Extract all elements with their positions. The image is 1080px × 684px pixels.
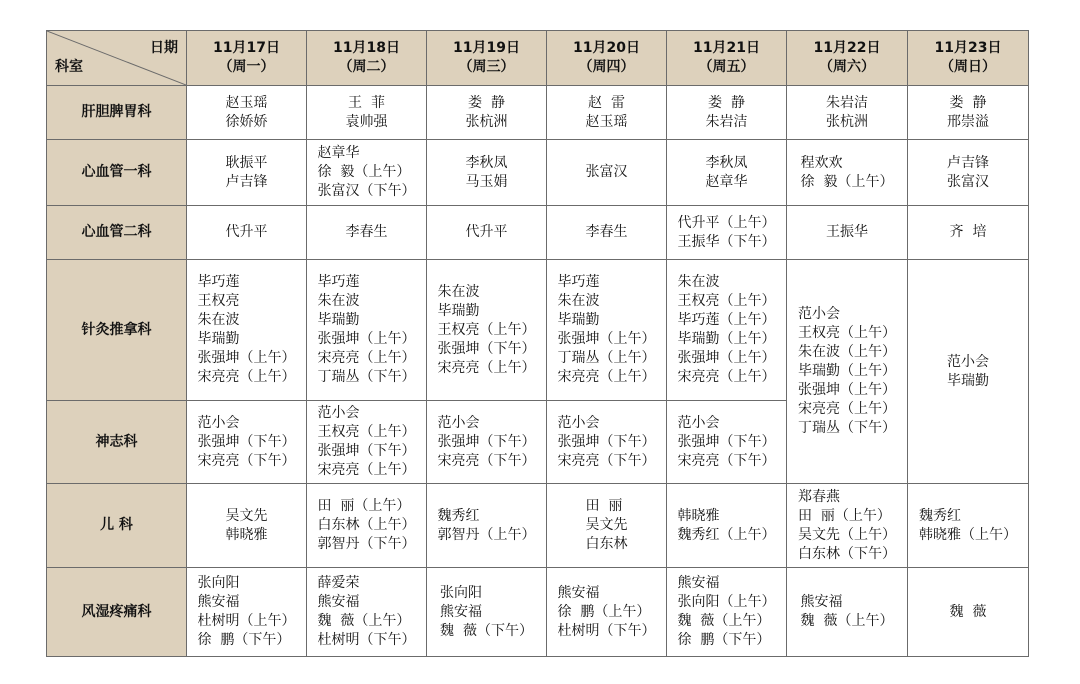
staff-entry: 赵玉瑶 [225, 94, 268, 111]
dept-name: 神志科 [47, 401, 187, 484]
staff-entry: 范小会 [798, 306, 840, 322]
day-header [427, 31, 547, 86]
dept-row [47, 260, 1029, 401]
staff-entry: 魏 薇（上午） [677, 613, 771, 629]
staff-entry: 王权亮（上午） [677, 293, 776, 309]
staff-entry: 郭智丹（下午） [317, 536, 416, 552]
schedule-cell [427, 401, 547, 484]
dept-name: 针灸推拿科 [47, 260, 187, 401]
staff-entry: 李秋凤 [705, 154, 748, 171]
staff-entry: 吴文先 [585, 517, 628, 533]
staff-list [678, 574, 776, 650]
staff-entry: 赵章华 [705, 173, 748, 190]
staff-entry: 张富汉 [947, 173, 989, 190]
schedule-cell [427, 140, 547, 206]
staff-entry: 徐 毅（上午） [317, 164, 411, 180]
schedule-cell [787, 140, 908, 206]
schedule-cell [547, 86, 667, 140]
staff-entry: 范小会 [947, 353, 989, 370]
day-date: 11月22日 [813, 40, 881, 56]
staff-list [586, 163, 628, 182]
dept-name: 肝胆脾胃科 [47, 86, 187, 140]
staff-entry: 宋亮亮（上午） [677, 369, 776, 385]
staff-list [947, 154, 989, 192]
staff-entry: 宋亮亮（上午） [317, 350, 416, 366]
staff-entry: 卢吉锋 [225, 173, 268, 190]
staff-entry: 张强坤（下午） [557, 433, 656, 450]
schedule-cell [187, 86, 307, 140]
staff-entry: 赵 雷 [588, 94, 625, 111]
staff-entry: 熊安福 [557, 584, 600, 601]
staff-entry: 王权亮（上午） [317, 424, 416, 440]
staff-list [798, 305, 896, 438]
corner-dept-label: 科室 [55, 59, 83, 75]
staff-entry: 毕瑞勤 [197, 331, 240, 347]
schedule-cell [187, 260, 307, 401]
schedule-cell [307, 568, 427, 657]
schedule-cell [908, 568, 1029, 657]
duty-schedule-table [46, 30, 1029, 657]
staff-entry: 丁瑞丛（上午） [557, 350, 656, 366]
schedule-cell [307, 484, 427, 568]
staff-entry: 程欢欢 [800, 154, 843, 171]
staff-entry: 宋亮亮（上午） [798, 401, 896, 417]
staff-list [558, 414, 656, 471]
schedule-cell [667, 140, 787, 206]
staff-entry: 王权亮（上午） [437, 321, 536, 338]
staff-list [706, 94, 748, 132]
schedule-cell [427, 206, 547, 260]
schedule-cell [908, 86, 1029, 140]
staff-entry: 毕瑞勤（上午） [798, 363, 896, 379]
staff-entry: 田 丽（上午） [317, 498, 411, 514]
staff-entry: 徐娇娇 [225, 113, 268, 130]
staff-entry: 毕瑞勤 [317, 312, 360, 328]
day-date: 11月20日 [573, 40, 640, 56]
staff-entry: 齐 培 [949, 224, 987, 240]
corner-header [47, 31, 187, 86]
staff-list [678, 507, 776, 545]
staff-list [466, 94, 508, 132]
day-date: 11月18日 [333, 40, 400, 56]
staff-entry: 李春生 [585, 224, 628, 240]
staff-entry: 娄 静 [949, 94, 987, 111]
staff-entry: 郑春燕 [798, 488, 840, 505]
schedule-cell [187, 401, 307, 484]
staff-entry: 张强坤（下午） [437, 433, 536, 450]
schedule-cell [547, 401, 667, 484]
day-weekday: （周三） [458, 59, 515, 75]
staff-entry: 朱在波（上午） [798, 344, 896, 360]
schedule-cell [667, 206, 787, 260]
staff-entry: 张富汉（下午） [317, 183, 416, 199]
schedule-cell [787, 260, 908, 484]
staff-entry: 白东林（下午） [798, 545, 896, 562]
staff-entry: 丁瑞丛（下午） [798, 420, 896, 436]
schedule-cell [908, 484, 1029, 568]
staff-entry: 宋亮亮（上午） [317, 462, 416, 478]
staff-list [678, 273, 776, 387]
staff-list [826, 223, 868, 242]
schedule-cell [787, 206, 908, 260]
staff-list [706, 154, 748, 192]
staff-list [919, 507, 1017, 545]
staff-entry: 张向阳 [440, 584, 483, 601]
schedule-cell [307, 140, 427, 206]
schedule-cell [187, 206, 307, 260]
staff-entry: 魏 薇 [949, 603, 987, 620]
dept-row [47, 206, 1029, 260]
dept-name: 儿 科 [47, 484, 187, 568]
day-weekday: （周一） [218, 59, 275, 75]
staff-entry: 宋亮亮（上午） [557, 369, 656, 385]
staff-entry: 吴文先（上午） [798, 526, 896, 543]
staff-entry: 熊安福 [317, 594, 360, 610]
schedule-cell [427, 260, 547, 401]
staff-entry: 徐 鹏（上午） [557, 603, 651, 620]
staff-list [466, 223, 508, 242]
staff-entry: 杜树明（上午） [197, 613, 296, 629]
day-header [908, 31, 1029, 86]
staff-entry: 王振华 [826, 224, 868, 240]
schedule-cell [307, 260, 427, 401]
staff-entry: 杜树明（下午） [557, 622, 656, 639]
staff-list [226, 94, 268, 132]
schedule-cell [547, 206, 667, 260]
staff-list [318, 144, 416, 201]
staff-entry: 毕巧莲 [317, 274, 360, 290]
staff-entry: 魏 薇（下午） [440, 622, 533, 639]
staff-entry: 王 菲 [348, 94, 385, 111]
staff-entry: 娄 静 [708, 94, 745, 111]
staff-entry: 朱岩洁 [705, 113, 748, 130]
staff-entry: 毕巧莲 [557, 274, 600, 290]
staff-entry: 王权亮 [197, 293, 240, 309]
schedule-cell [427, 484, 547, 568]
staff-entry: 赵玉瑶 [585, 113, 628, 130]
schedule-cell [787, 568, 908, 657]
schedule-cell [667, 86, 787, 140]
staff-list [318, 497, 416, 554]
staff-list [678, 414, 776, 471]
staff-entry: 毕瑞勤（上午） [677, 331, 776, 347]
staff-list [947, 353, 989, 391]
staff-entry: 范小会 [677, 414, 720, 431]
dept-row [47, 86, 1029, 140]
staff-entry: 李秋凤 [465, 154, 508, 171]
staff-list [438, 283, 536, 378]
staff-entry: 朱在波 [317, 293, 360, 309]
schedule-cell [187, 484, 307, 568]
schedule-cell [547, 484, 667, 568]
staff-entry: 张强坤（上午） [557, 331, 656, 347]
staff-list [198, 273, 296, 387]
staff-entry: 徐 鹏（下午） [197, 632, 291, 648]
staff-entry: 张强坤（上午） [798, 382, 896, 398]
schedule-cell [547, 260, 667, 401]
staff-entry: 朱在波 [437, 283, 480, 300]
staff-list [318, 574, 416, 650]
schedule-cell [667, 260, 787, 401]
staff-entry: 白东林（上午） [317, 517, 416, 533]
schedule-cell [307, 401, 427, 484]
staff-list [438, 507, 536, 545]
staff-entry: 娄 静 [468, 94, 505, 111]
staff-entry: 袁帅强 [345, 113, 388, 130]
staff-list [226, 507, 268, 545]
staff-list [586, 94, 628, 132]
staff-entry: 魏秀红 [437, 507, 480, 524]
schedule-cell [427, 86, 547, 140]
staff-entry: 毕瑞勤 [947, 372, 989, 389]
staff-entry: 赵章华 [317, 145, 360, 161]
staff-entry: 吴文先 [225, 507, 268, 524]
staff-entry: 范小会 [437, 414, 480, 431]
staff-list [198, 574, 296, 650]
staff-list [586, 223, 628, 242]
staff-list [678, 214, 776, 252]
dept-name: 风湿疼痛科 [47, 568, 187, 657]
staff-list [226, 154, 268, 192]
staff-entry: 熊安福 [197, 594, 240, 610]
staff-entry: 田 丽（上午） [798, 507, 891, 524]
staff-entry: 代升平（上午） [677, 214, 776, 231]
staff-list [558, 584, 656, 641]
staff-entry: 张杭洲 [465, 113, 508, 130]
staff-list [346, 94, 388, 132]
staff-entry: 耿振平 [225, 154, 268, 171]
schedule-cell [667, 568, 787, 657]
staff-entry: 张向阳 [197, 575, 240, 591]
corner-date-label: 日期 [150, 40, 178, 56]
staff-entry: 毕瑞勤 [557, 312, 600, 328]
staff-entry: 丁瑞丛（下午） [317, 369, 416, 385]
schedule-cell [307, 86, 427, 140]
staff-entry: 马玉娟 [465, 173, 508, 190]
staff-list [801, 593, 894, 631]
staff-entry: 朱岩洁 [826, 94, 868, 111]
day-date: 11月19日 [453, 40, 520, 56]
staff-entry: 宋亮亮（下午） [677, 452, 776, 469]
staff-entry: 张向阳（上午） [677, 594, 776, 610]
staff-entry: 宋亮亮（下午） [197, 452, 296, 469]
staff-entry: 熊安福 [440, 603, 483, 620]
staff-list [198, 414, 296, 471]
staff-entry: 熊安福 [677, 575, 720, 591]
staff-entry: 熊安福 [800, 594, 843, 610]
staff-entry: 张杭洲 [826, 113, 868, 130]
schedule-cell [667, 484, 787, 568]
dept-name: 心血管二科 [47, 206, 187, 260]
staff-entry: 朱在波 [557, 293, 600, 309]
day-date: 11月21日 [693, 40, 760, 56]
staff-list [950, 603, 987, 622]
staff-list [346, 223, 388, 242]
staff-entry: 郭智丹（上午） [437, 526, 536, 543]
schedule-cell [908, 260, 1029, 484]
staff-entry: 魏秀红（上午） [677, 526, 776, 543]
day-weekday: （周日） [940, 59, 996, 75]
staff-entry: 张强坤（上午） [197, 350, 296, 366]
staff-entry: 张富汉 [585, 164, 628, 180]
dept-name: 心血管一科 [47, 140, 187, 206]
staff-entry: 毕巧莲（上午） [677, 312, 776, 328]
staff-entry: 张强坤（下午） [677, 433, 776, 450]
staff-list [947, 94, 989, 132]
staff-entry: 徐 毅（上午） [800, 173, 894, 190]
schedule-cell [908, 206, 1029, 260]
staff-entry: 王振华（下午） [677, 233, 776, 250]
staff-list [466, 154, 508, 192]
staff-entry: 魏秀红 [919, 507, 961, 524]
schedule-cell [787, 86, 908, 140]
staff-list [950, 223, 987, 242]
staff-entry: 韩晓雅（上午） [919, 526, 1017, 543]
staff-entry: 宋亮亮（下午） [557, 452, 656, 469]
staff-entry: 代升平 [225, 224, 268, 240]
day-header [787, 31, 908, 86]
staff-list [440, 584, 533, 641]
staff-entry: 白东林 [585, 536, 628, 552]
staff-entry: 朱在波 [677, 274, 720, 290]
staff-list [586, 497, 628, 554]
staff-entry: 毕瑞勤 [437, 302, 480, 319]
schedule-cell [667, 401, 787, 484]
staff-entry: 张强坤（上午） [677, 350, 776, 366]
dept-row [47, 140, 1029, 206]
staff-entry: 毕巧莲 [197, 274, 240, 290]
staff-entry: 宋亮亮（下午） [437, 452, 536, 469]
schedule-cell [547, 568, 667, 657]
staff-entry: 杜树明（下午） [317, 632, 416, 648]
staff-entry: 徐 鹏（下午） [677, 632, 771, 648]
staff-entry: 张强坤（下午） [317, 443, 416, 459]
day-weekday: （周二） [338, 59, 395, 75]
staff-entry: 范小会 [197, 414, 240, 431]
staff-entry: 韩晓雅 [225, 526, 268, 543]
day-weekday: （周五） [698, 59, 755, 75]
day-header [307, 31, 427, 86]
staff-list [318, 273, 416, 387]
schedule-cell [187, 140, 307, 206]
staff-list [826, 94, 868, 132]
staff-entry: 张强坤（上午） [317, 331, 416, 347]
staff-entry: 薛爱荣 [317, 575, 360, 591]
day-header [667, 31, 787, 86]
staff-list [558, 273, 656, 387]
staff-entry: 魏 薇（上午） [800, 613, 894, 629]
schedule-cell [427, 568, 547, 657]
staff-entry: 田 丽 [585, 498, 623, 514]
schedule-cell [547, 140, 667, 206]
staff-entry: 宋亮亮（上午） [197, 369, 296, 385]
staff-entry: 范小会 [557, 414, 600, 431]
staff-entry: 李春生 [345, 224, 388, 240]
schedule-cell [908, 140, 1029, 206]
staff-entry: 张强坤（下午） [197, 433, 296, 450]
header-row [47, 31, 1029, 86]
staff-entry: 王权亮（上午） [798, 325, 896, 341]
staff-list [798, 488, 896, 564]
staff-list [438, 414, 536, 471]
day-header [547, 31, 667, 86]
day-weekday: （周四） [578, 59, 635, 75]
dept-row [47, 484, 1029, 568]
staff-entry: 范小会 [317, 405, 360, 421]
staff-entry: 卢吉锋 [947, 154, 989, 171]
staff-list [318, 404, 416, 480]
schedule-cell [787, 484, 908, 568]
schedule-cell [187, 568, 307, 657]
staff-entry: 代升平 [465, 224, 508, 240]
staff-entry: 魏 薇（上午） [317, 613, 411, 629]
day-date: 11月17日 [213, 40, 280, 56]
dept-row [47, 568, 1029, 657]
staff-list [801, 154, 894, 192]
staff-entry: 张强坤（下午） [437, 340, 536, 357]
schedule-cell [307, 206, 427, 260]
staff-entry: 宋亮亮（上午） [437, 359, 536, 376]
staff-entry: 邢崇溢 [947, 113, 989, 130]
day-weekday: （周六） [819, 59, 875, 75]
staff-entry: 韩晓雅 [677, 507, 720, 524]
day-header [187, 31, 307, 86]
staff-entry: 朱在波 [197, 312, 240, 328]
day-date: 11月23日 [934, 40, 1002, 56]
staff-list [226, 223, 268, 242]
